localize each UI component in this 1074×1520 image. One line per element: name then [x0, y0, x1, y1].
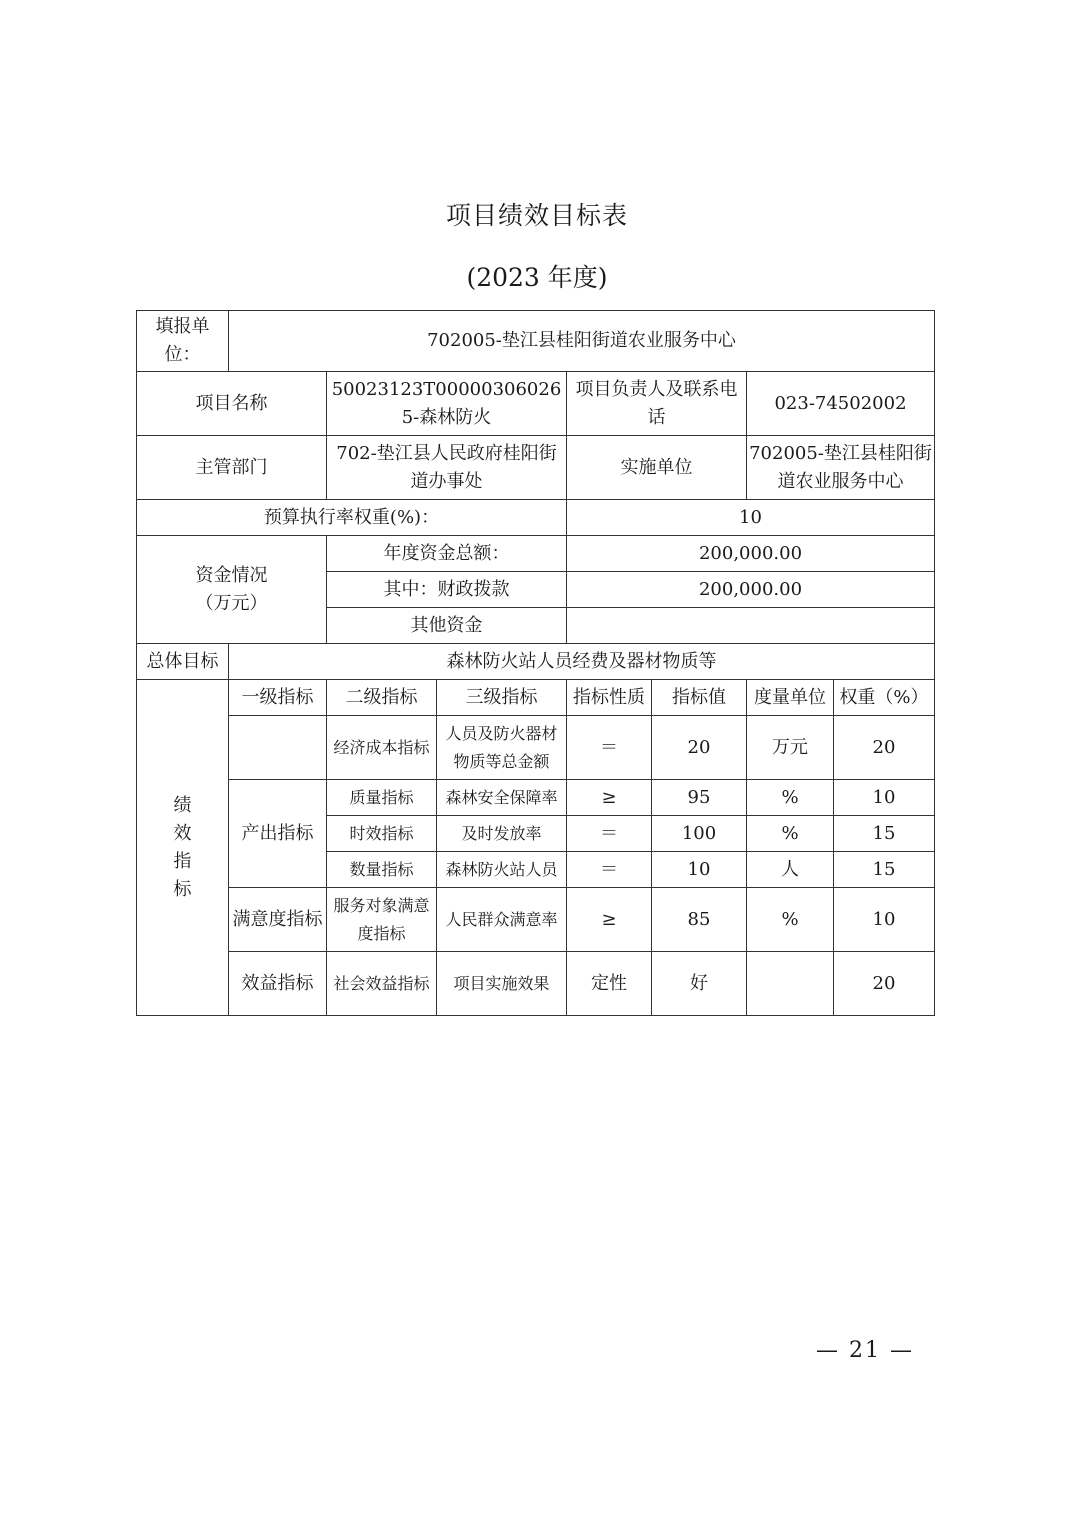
impl-label: 实施单位 [567, 436, 747, 500]
header-unit: 度量单位 [747, 680, 834, 716]
header-weight: 权重（%） [834, 680, 935, 716]
row-unit: % [747, 888, 834, 952]
row-weight: 15 [834, 852, 935, 888]
row-weight: 10 [834, 780, 935, 816]
budget-weight-value: 10 [567, 500, 935, 536]
contact-value: 023-74502002 [747, 372, 935, 436]
header-value: 指标值 [652, 680, 747, 716]
contact-label: 项目负责人及联系电话 [567, 372, 747, 436]
row-weight: 20 [834, 716, 935, 780]
row-unit: 万元 [747, 716, 834, 780]
department-row [137, 436, 935, 500]
row-level3: 森林安全保障率 [437, 780, 567, 816]
filing-unit-row [137, 311, 935, 372]
row-value: 20 [652, 716, 747, 780]
year-subtitle: (2023 年度) [466, 263, 608, 292]
table-row [137, 888, 935, 952]
page-number: — 21 — [816, 1338, 914, 1363]
row-level3: 及时发放率 [437, 816, 567, 852]
project-name-row [137, 372, 935, 436]
row-nature: ≥ [567, 888, 652, 952]
dept-value: 702-垫江县人民政府桂阳街道办事处 [327, 436, 567, 500]
row-unit: % [747, 816, 834, 852]
header-level2: 二级指标 [327, 680, 437, 716]
annual-total-row [137, 536, 935, 572]
table-row [137, 952, 935, 1016]
filing-unit-value: 702005-垫江县桂阳街道农业服务中心 [229, 311, 935, 372]
project-name-label: 项目名称 [137, 372, 327, 436]
row-level2: 经济成本指标 [327, 716, 437, 780]
row-nature: ＝ [567, 816, 652, 852]
row-nature: ＝ [567, 716, 652, 780]
other-label: 其他资金 [327, 608, 567, 644]
page-title: 项目绩效目标表 [445, 201, 628, 230]
row-level1: 满意度指标 [229, 888, 327, 952]
other-value [567, 608, 935, 644]
row-weight: 10 [834, 888, 935, 952]
row-level1: 产出指标 [229, 780, 327, 888]
overall-value: 森林防火站人员经费及器材物质等 [229, 644, 935, 680]
dept-label: 主管部门 [137, 436, 327, 500]
row-unit: % [747, 780, 834, 816]
row-nature: 定性 [567, 952, 652, 1016]
row-level1: 效益指标 [229, 952, 327, 1016]
row-level3: 森林防火站人员 [437, 852, 567, 888]
row-value: 好 [652, 952, 747, 1016]
funds-label: 资金情况（万元） [137, 536, 327, 644]
indicator-header-row [137, 680, 935, 716]
row-nature: ≥ [567, 780, 652, 816]
row-level2: 社会效益指标 [327, 952, 437, 1016]
row-level3: 项目实施效果 [437, 952, 567, 1016]
row-level1 [229, 716, 327, 780]
overall-label: 总体目标 [137, 644, 229, 680]
table-row [137, 716, 935, 780]
row-level3: 人民群众满意率 [437, 888, 567, 952]
header-level3: 三级指标 [437, 680, 567, 716]
table-row [137, 780, 935, 816]
budget-weight-label: 预算执行率权重(%)： [137, 500, 567, 536]
row-level2: 质量指标 [327, 780, 437, 816]
row-value: 85 [652, 888, 747, 952]
row-value: 95 [652, 780, 747, 816]
filing-unit-label: 填报单位： [137, 311, 229, 372]
annual-total-value: 200,000.00 [567, 536, 935, 572]
perf-section-label: 绩效指标 [137, 680, 229, 1016]
row-level2: 服务对象满意度指标 [327, 888, 437, 952]
row-weight: 20 [834, 952, 935, 1016]
row-value: 10 [652, 852, 747, 888]
performance-target-table [136, 310, 935, 1016]
impl-value: 702005-垫江县桂阳街道农业服务中心 [747, 436, 935, 500]
fiscal-value: 200,000.00 [567, 572, 935, 608]
row-unit [747, 952, 834, 1016]
annual-total-label: 年度资金总额： [327, 536, 567, 572]
project-name-value: 50023123T000003060265-森林防火 [327, 372, 567, 436]
row-value: 100 [652, 816, 747, 852]
row-nature: ＝ [567, 852, 652, 888]
header-level1: 一级指标 [229, 680, 327, 716]
row-weight: 15 [834, 816, 935, 852]
header-nature: 指标性质 [567, 680, 652, 716]
fiscal-label: 其中：财政拨款 [327, 572, 567, 608]
row-level3: 人员及防火器材物质等总金额 [437, 716, 567, 780]
row-level2: 数量指标 [327, 852, 437, 888]
budget-weight-row [137, 500, 935, 536]
row-unit: 人 [747, 852, 834, 888]
overall-goal-row [137, 644, 935, 680]
row-level2: 时效指标 [327, 816, 437, 852]
